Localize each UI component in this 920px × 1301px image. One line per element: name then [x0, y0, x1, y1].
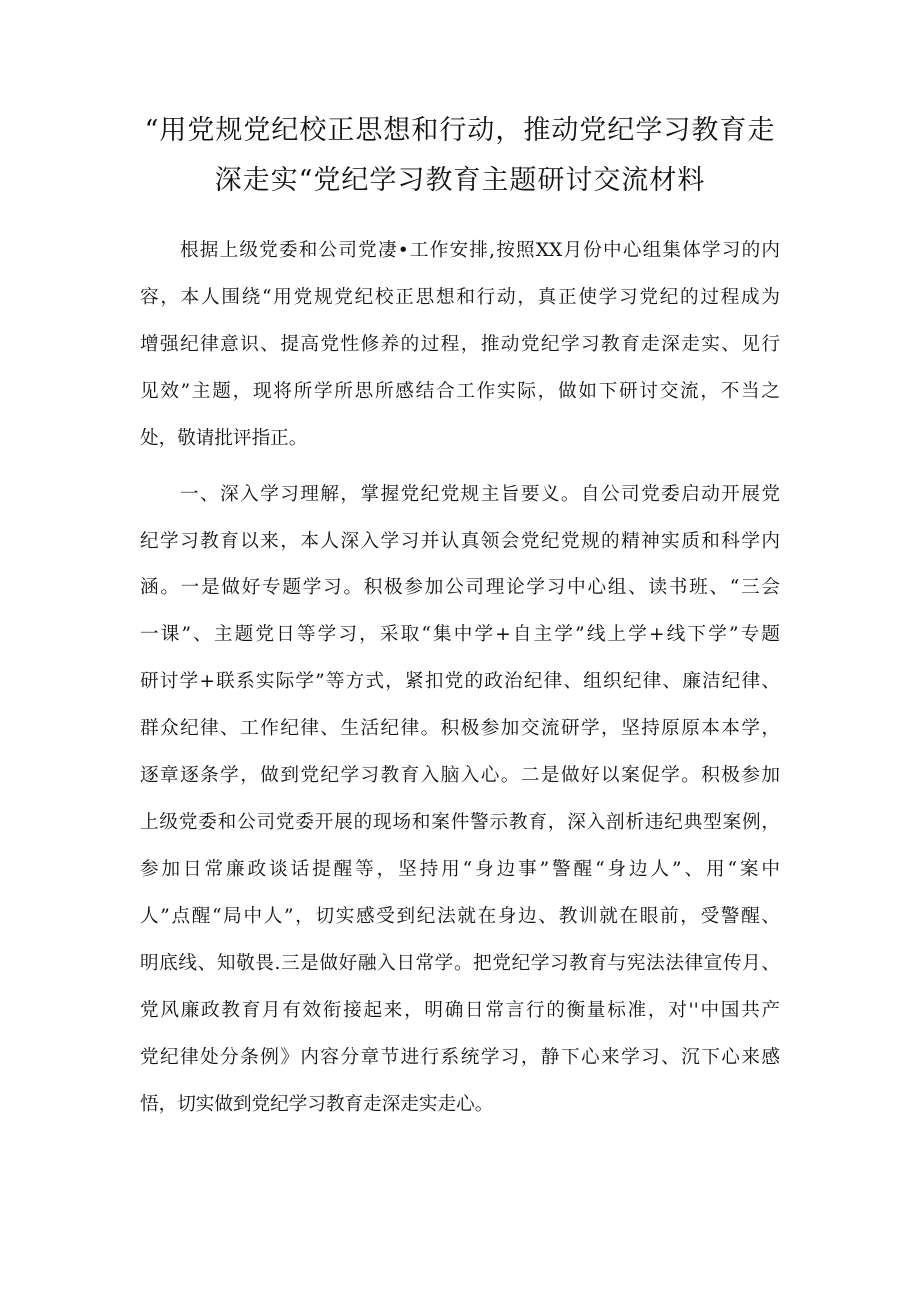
paragraph-2-line: 党风廉政教育月有效衔接起来，明确日常言行的衡量标准，对''中国共产: [140, 1000, 780, 1021]
paragraph-1-line: 根据上级党委和公司党凄•工作安排,按照XX月份中心组集体学习的内: [180, 240, 780, 261]
paragraph-2-line: 研讨学+联系实际学”等方式，紧扣党的政治纪律、组织纪律、廉洁纪律、: [140, 671, 780, 692]
paragraph-2-line: 一、深入学习理解，掌握党纪党规主旨要义。自公司党委启动开展党: [180, 484, 780, 505]
paragraph-2-line: 群众纪律、工作纪律、生活纪律。积极参加交流研学，坚持原原本本学，: [140, 718, 780, 739]
paragraph-2-line: 上级党委和公司党委开展的现场和案件警示教育，深入剖析违纪典型案例，: [140, 812, 780, 833]
paragraph-2-line: 逐章逐条学，做到党纪学习教育入脑入心。二是做好以案促学。积极参加: [140, 765, 780, 786]
paragraph-1-line: 处，敬请批评指正。: [140, 428, 308, 449]
document-title-line-1: “用党规党纪校正思想和行动，推动党纪学习教育走: [144, 115, 776, 146]
paragraph-2-line: 一课”、主题党日等学习，采取“集中学+自主学”线上学+线下学”专题: [140, 624, 780, 645]
paragraph-2-line: 涵。一是做好专题学习。积极参加公司理论学习中心组、读书班、“三会: [140, 577, 780, 598]
paragraph-2-line: 纪学习教育以来，本人深入学习并认真领会党纪党规的精神实质和科学内: [140, 531, 780, 552]
paragraph-2-line: 党纪律处分条例》内容分章节进行系统学习，静下心来学习、沉下心来感: [140, 1047, 780, 1068]
paragraph-1-line: 增强纪律意识、提高党性修养的过程，推动党纪学习教育走深走实、见行: [140, 334, 780, 355]
paragraph-2-line: 人”点醒“局中人”，切实感受到纪法就在身边、教训就在眼前，受警醒、: [140, 906, 780, 927]
paragraph-2-line: 悟，切实做到党纪学习教育走深走实走心。: [140, 1094, 494, 1115]
document-title-line-2: 深走实“党纪学习教育主题研讨交流材料: [214, 165, 706, 196]
paragraph-2-line: 参加日常廉政谈话提醒等，坚持用“身边事”警醒“身边人”、用“案中: [140, 859, 780, 880]
paragraph-1-line: 容，本人围绕“用党规党纪校正思想和行动，真正使学习党纪的过程成为: [140, 287, 780, 308]
paragraph-1-line: 见效”主题，现将所学所思所感结合工作实际，做如下研讨交流，不当之: [140, 381, 780, 402]
paragraph-2-line: 明底线、知敬畏.三是做好融入日常学。把党纪学习教育与宪法法律宣传月、: [140, 953, 780, 974]
